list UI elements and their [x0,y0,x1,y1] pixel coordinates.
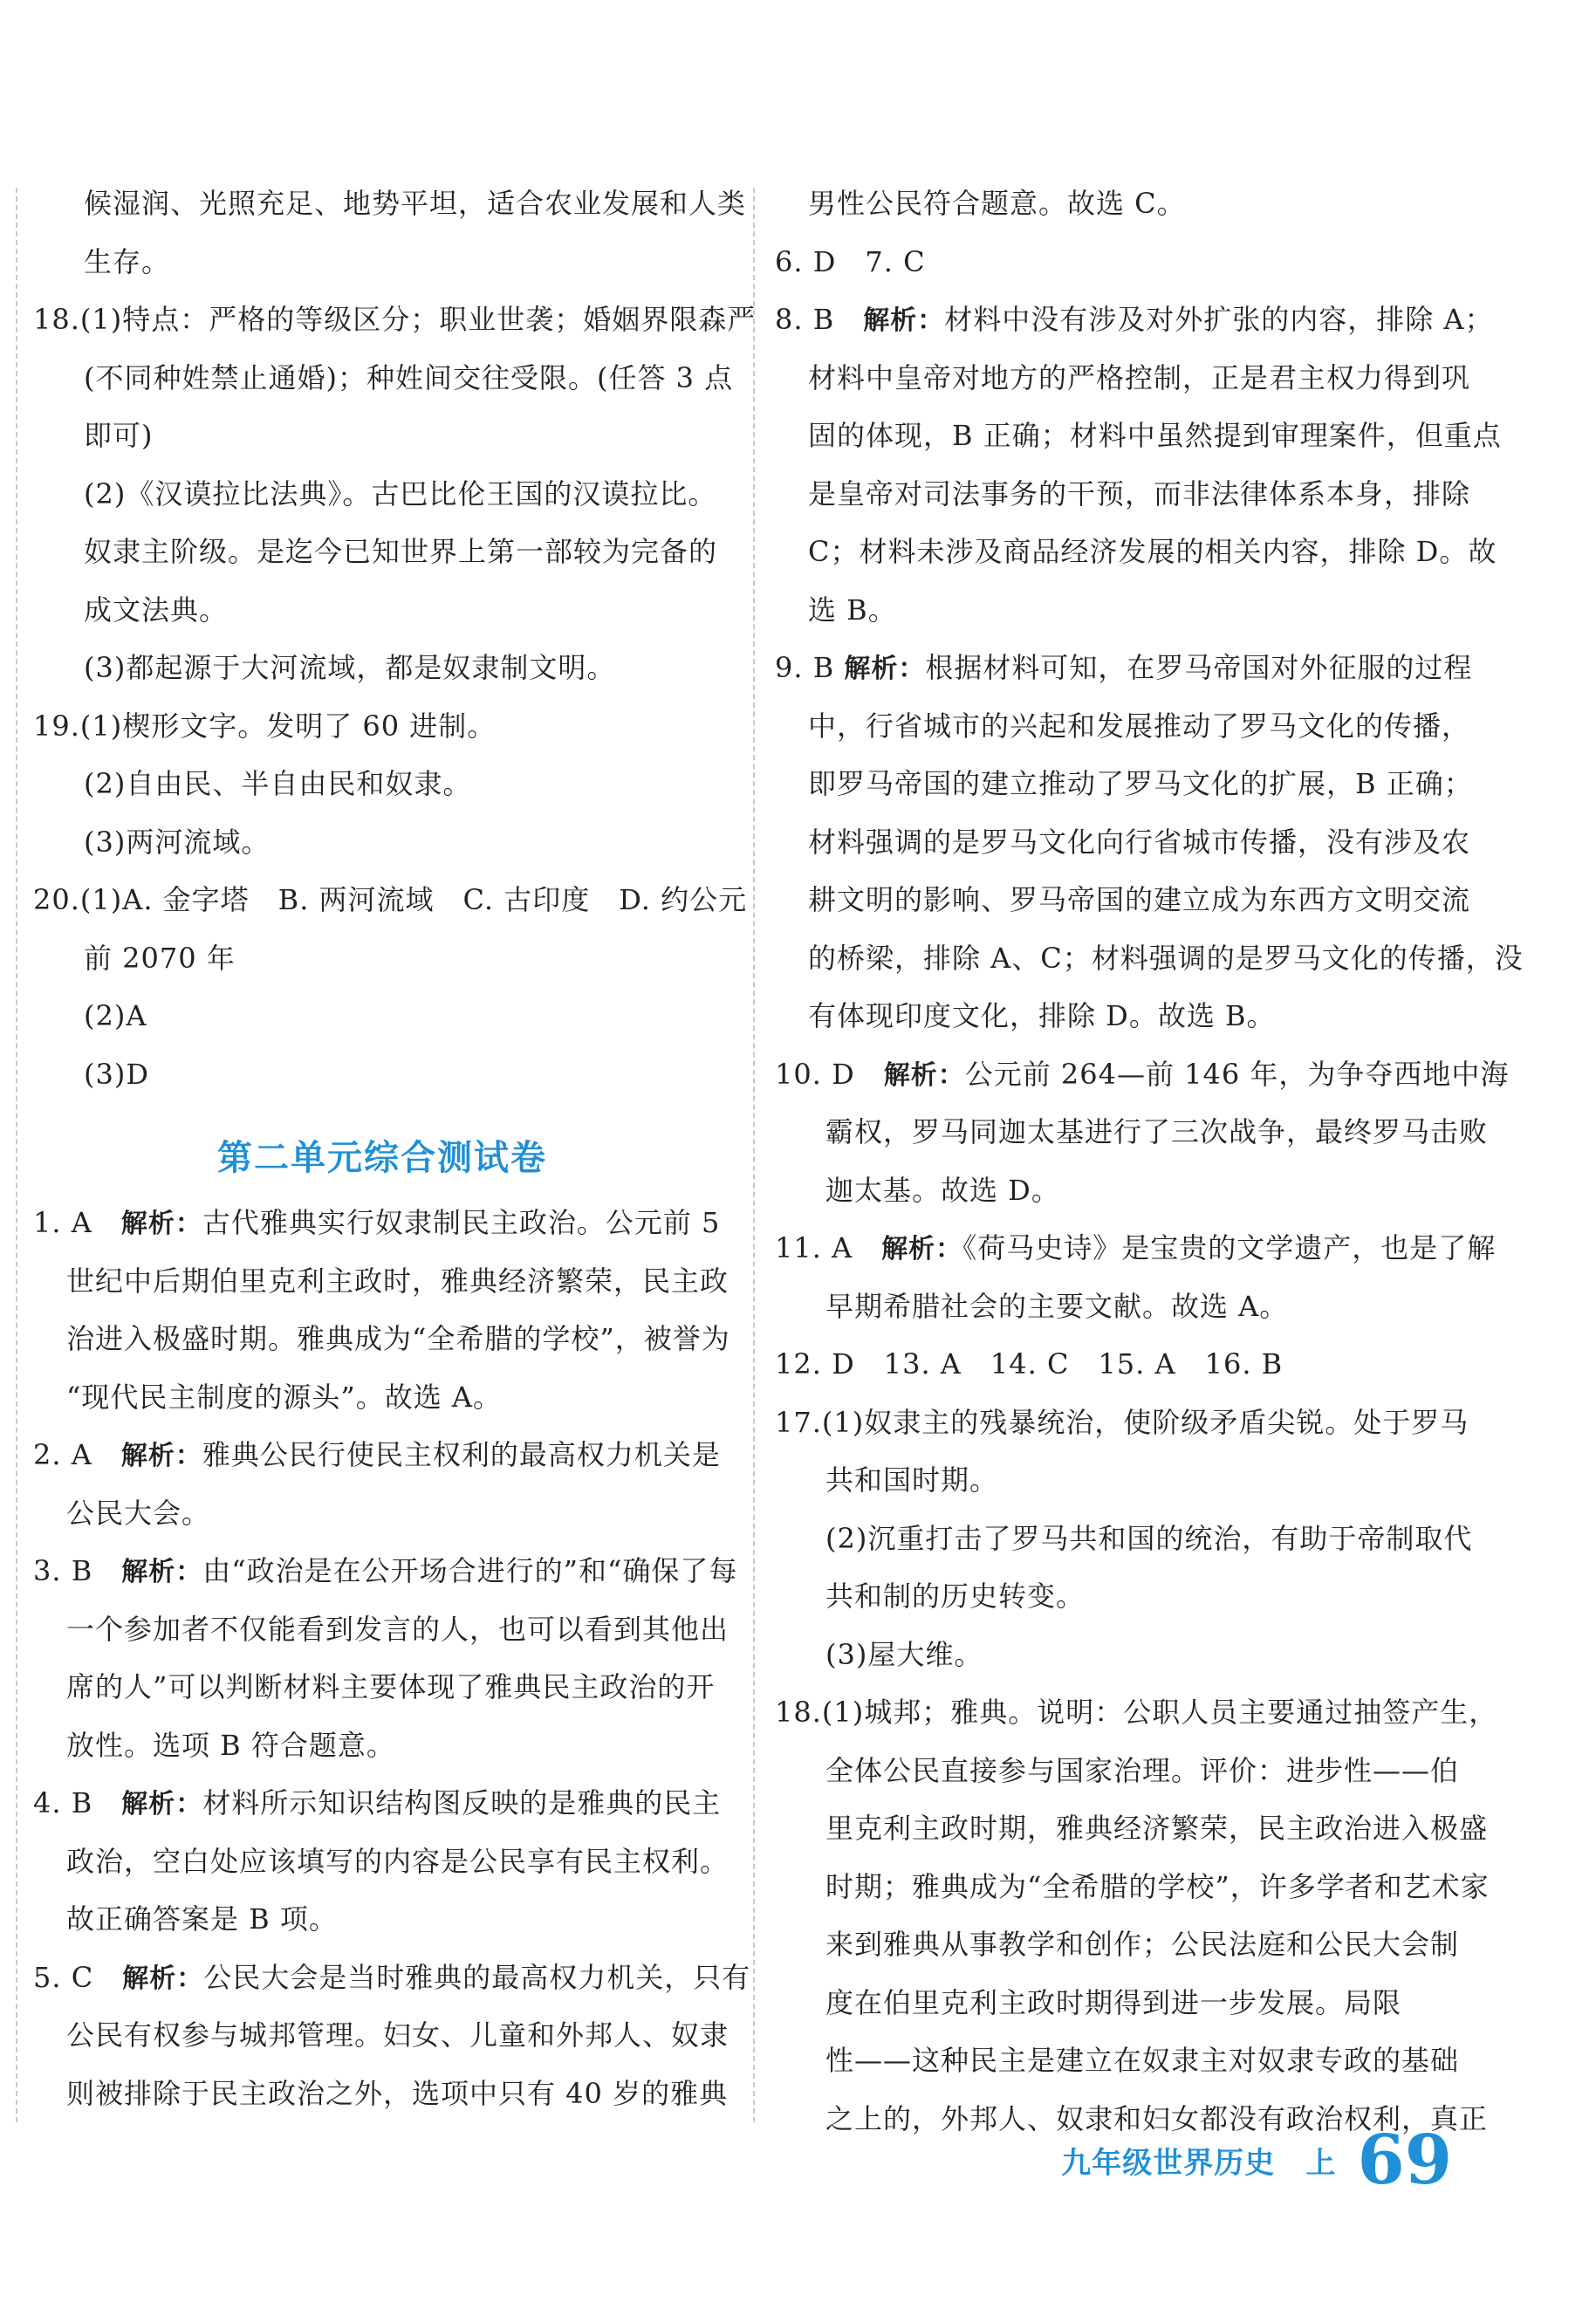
book-title: 九年级世界历史 [1061,2146,1276,2181]
line-text: (3)D [84,1057,149,1091]
text-line [775,1451,1469,1510]
analysis-text: 古代雅典实行奴隶制民主政治。公元前 5 [202,1206,721,1239]
line-text: 时期；雅典成为“全希腊的学校”，许多学者和艺术家 [825,1869,1490,1903]
text-line [33,1310,731,1368]
line-text: (3)都起源于大河流域，都是奴隶制文明。 [84,651,616,684]
text-line [775,349,1469,408]
text-line [33,1542,738,1600]
line-text: 奴隶主阶级。是迄今已知世界上第一部较为完备的 [84,535,718,568]
page-number: 69 [1357,2121,1452,2200]
text-line [33,349,734,408]
line-text: 11. A [775,1231,882,1264]
text-line [775,697,1469,756]
line-text: 公民大会。 [66,1496,211,1530]
line-text: 政治，空白处应该填写的内容是公民享有民主权利。 [66,1844,730,1878]
line-text: 全体公民直接参与国家治理。评价：进步性——伯 [825,1753,1460,1787]
line-text: 放性。选项 B 符合题意。 [66,1728,395,1762]
text-line [775,1858,1490,1916]
analysis-label: 解析： [122,1963,204,1994]
analysis-text: 《荷马史诗》是宝贵的文学遗产，也是了解 [962,1231,1497,1264]
text-line [775,1162,1469,1220]
text-line [775,1799,1489,1858]
analysis-text: 由“政治是在公开场合进行的”和“确保了每 [202,1554,738,1587]
text-line [33,987,731,1045]
text-line [775,1394,1469,1452]
text-line [775,639,1473,697]
text-line [33,639,731,697]
analysis-label: 解析： [881,1234,963,1264]
section-title [33,1103,731,1194]
text-line [775,465,1469,524]
line-text: 早期希腊社会的主要文献。故选 A。 [825,1289,1289,1323]
text-line [33,1194,731,1252]
line-text: 17.(1)奴隶主的残暴统治，使阶级矛盾尖锐。处于罗马 [775,1405,1469,1439]
text-line [33,175,747,233]
text-line [775,581,1469,640]
line-text: 18.(1)特点：严格的等级区分；职业世袭；婚姻界限森严 [33,303,757,336]
text-line [33,1833,731,1891]
analysis-text: 公元前 264—前 146 年，为争夺西地中海 [964,1057,1510,1091]
analysis-label: 解析： [120,1209,202,1239]
text-line [775,1045,1510,1104]
text-line [33,1658,731,1717]
text-line [775,1567,1469,1626]
analysis-text: 根据材料可知，在罗马帝国对外征服的过程 [925,651,1473,684]
line-text: 迦太基。故选 D。 [825,1173,1060,1207]
line-text: 成文法典。 [84,593,229,627]
text-line [33,929,731,988]
text-line [33,2065,731,2123]
text-line [775,1103,1489,1162]
text-line [33,1600,731,1659]
analysis-label: 解析： [883,1059,965,1091]
text-line [775,1335,1469,1394]
line-text: 来到雅典从事教学和创作；公民法庭和公民大会制 [825,1928,1460,1961]
analysis-label: 解析： [863,305,945,336]
line-text: 4. B [33,1786,122,1819]
line-text: 公民有权参与城邦管理。妇女、儿童和外邦人、奴隶 [66,2018,730,2052]
line-text: 材料强调的是罗马文化向行省城市传播，没有涉及农 [808,825,1471,859]
line-text: (2)《汉谟拉比法典》。古巴比伦王国的汉谟拉比。 [84,476,717,511]
line-text: 即可) [84,419,154,452]
text-line [775,1219,1497,1278]
text-line [33,1890,731,1949]
line-text: 故正确答案是 B 项。 [66,1902,338,1936]
line-text: 共和制的历史转变。 [825,1580,1086,1613]
text-line [775,871,1469,929]
line-text: 2. A [33,1438,121,1471]
line-text: (3)两河流域。 [84,825,271,859]
text-line [33,2006,731,2065]
line-text: 耕文明的影响、罗马帝国的建立成为东西方文明交流 [808,883,1471,916]
text-line [33,291,757,349]
text-line [775,1742,1469,1800]
text-line [33,871,748,929]
text-line [775,233,1469,291]
line-text: 18.(1)城邦；雅典。说明：公职人员主要通过抽签产生， [775,1696,1498,1729]
text-line [33,1949,751,2007]
text-line [33,1484,731,1543]
line-text: 19.(1)楔形文字。发明了 60 进制。 [33,709,497,743]
line-text: “现代民主制度的源头”。故选 A。 [66,1380,503,1414]
line-text: 固的体现，B 正确；材料中虽然提到审理案件，但重点 [808,419,1502,452]
page-footer [1061,2121,1452,2200]
analysis-text: 材料中没有涉及对外扩张的内容，排除 A； [944,303,1494,336]
text-line [775,1974,1469,2032]
line-text: 则被排除于民主政治之外，选项中只有 40 岁的雅典 [66,2076,729,2110]
line-text: 1. A [33,1206,121,1239]
text-line [775,2032,1469,2090]
text-line [775,813,1469,872]
text-line [775,1278,1469,1336]
line-text: 里克利主政时期，雅典经济繁荣，民主政治进入极盛 [825,1812,1489,1845]
right-column [775,175,1524,2148]
text-line [33,233,731,291]
line-text: 之上的，外邦人、奴隶和妇女都没有政治权利，真正 [825,2101,1489,2135]
left-column [33,175,757,2122]
text-line [775,987,1469,1045]
line-text: 男性公民符合题意。故选 C。 [808,187,1186,220]
line-text: 10. D [775,1057,884,1091]
analysis-label: 解析： [121,1789,203,1819]
analysis-label: 解析： [844,654,926,684]
line-text: (2)沉重打击了罗马共和国的统治，有助于帝制取代 [825,1521,1473,1555]
line-text: (3)屋大维。 [825,1637,983,1671]
line-text: 前 2070 年 [84,941,236,975]
line-text: 度在伯里克利主政时期得到进一步发展。局限 [825,1985,1402,2019]
text-line [33,523,731,581]
line-text: (2)自由民、半自由民和奴隶。 [84,767,472,800]
line-text: 一个参加者不仅能看到发言的人，也可以看到其他出 [66,1612,730,1646]
line-text: 有体现印度文化，排除 D。故选 B。 [808,999,1276,1032]
text-line [33,1717,731,1775]
analysis-label: 解析： [120,1441,202,1471]
text-line [33,1252,731,1311]
text-line [33,813,731,872]
text-line [775,1683,1498,1742]
text-line [775,523,1497,581]
text-line [33,1774,731,1833]
text-line [33,407,731,465]
line-text: 性——这种民主是建立在奴隶主对奴隶专政的基础 [825,2044,1460,2077]
line-text: 中，行省城市的兴起和发展推动了罗马文化的传播， [808,709,1471,743]
text-line [775,1626,1469,1684]
text-line [775,1915,1469,1974]
line-text: 的桥梁，排除 A、C；材料强调的是罗马文化的传播，没 [808,941,1524,975]
line-text: 3. B [33,1554,122,1587]
line-text: 9. B [775,651,845,684]
line-text: 共和国时期。 [825,1463,999,1497]
text-line [775,407,1502,465]
text-line [775,929,1524,988]
analysis-label: 解析： [121,1557,203,1587]
text-line [33,1045,731,1104]
text-line [33,1426,731,1484]
line-text: 8. B [775,303,864,336]
line-text: 席的人”可以判断材料主要体现了雅典民主政治的开 [66,1670,716,1703]
text-line [33,465,731,524]
analysis-text: 公民大会是当时雅典的最高权力机关，只有 [203,1960,751,1994]
line-text: 材料中皇帝对地方的严格控制，正是君主权力得到巩 [808,360,1471,394]
text-line [33,755,731,813]
line-text: (不同种姓禁止通婚)；种姓间交往受限。(任答 3 点 [84,360,734,394]
column-divider [753,188,755,2122]
text-line [33,697,731,756]
line-text: 20.(1)A. 金字塔 B. 两河流域 C. 古印度 D. 约公元 [33,883,748,916]
volume-label: 上 [1305,2146,1336,2181]
line-text: 候湿润、光照充足、地势平坦，适合农业发展和人类 [84,187,747,220]
text-line [775,291,1494,349]
line-text: 生存。 [84,244,171,278]
analysis-text: 雅典公民行使民主权利的最高权力机关是 [202,1438,721,1471]
text-line [775,1510,1473,1568]
text-line [775,175,1469,233]
text-line [775,755,1473,813]
analysis-text: 材料所示知识结构图反映的是雅典的民主 [202,1786,722,1819]
line-text: C；材料未涉及商品经济发展的相关内容，排除 D。故 [808,535,1497,568]
line-text: 即罗马帝国的建立推动了罗马文化的扩展，B 正确； [808,767,1473,800]
line-text: (2)A [84,999,147,1032]
line-text: 霸权，罗马同迦太基进行了三次战争，最终罗马击败 [825,1115,1489,1148]
section-title-text: 第二单元综合测试卷 [217,1138,547,1178]
line-text: 6. D 7. C [775,244,926,278]
line-text: 治进入极盛时期。雅典成为“全希腊的学校”，被誉为 [66,1322,730,1355]
text-line [33,581,731,640]
line-text: 世纪中后期伯里克利主政时，雅典经济繁荣，民主政 [66,1264,730,1298]
line-text: 选 B。 [808,593,897,627]
line-text: 5. C [33,1960,123,1994]
line-text: 12. D 13. A 14. C 15. A 16. B [775,1347,1284,1381]
left-margin-divider [16,188,17,2122]
text-line [33,1368,731,1427]
line-text: 是皇帝对司法事务的干预，而非法律体系本身，排除 [808,476,1471,511]
